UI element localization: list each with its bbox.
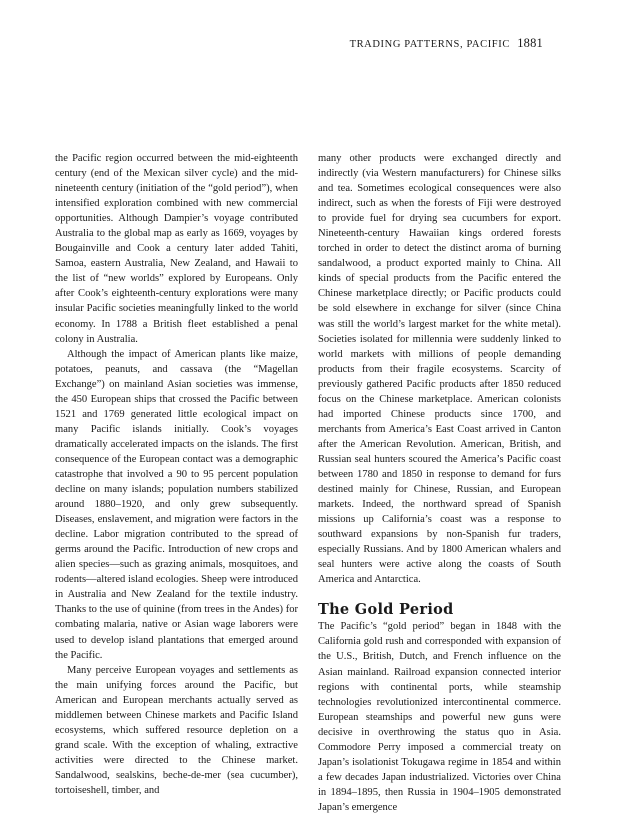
paragraph: Although the impact of American plants like maize, potatoes, peanuts, and cassava (the “Magellan Exchange”) on mainland Asian societies was immense, the 450 European ships that crossed the Pacific between 1521 and 1769 generated little ecological impact on many Pacific islands initially. Cook’s voyages dramatically accelerated impacts on the islands. The first consequence of the European contact was a demographic catastrophe that involved a 90 to 95 percent population decline on many islands; population numbers stabilized around 1880–1920, and only grew subsequently. Diseases, enslavement, and migration were factors in the decline. Labor migration contributed to the spread of germs around the Pacific. Introduction of new crops and alien species—such as grazing animals, mosquitoes, and rodents—altered island ecologies. Sheep were introduced in Australia and New Zealand for the textile industry. Thanks to the use of quinine (from trees in the Andes) for combating malaria, native or Asian wage laborers were used to develop island plantations that emerged around the Pacific. — [55, 348, 298, 661]
right-column — [318, 151, 561, 815]
running-head — [350, 36, 543, 51]
section-heading: The Gold Period — [318, 601, 454, 619]
paragraph: the Pacific region occurred between the mid-eighteenth century (end of the Mexican silver cycle) and the mid-nineteenth century (initiation of the “gold period”), when intensified exploration combined with new commercial opportunities. Although Dampier’s voyage contributed Australia to the global map as early as 1669, voyages by Bougainville and Cook a century later added Tahiti, Samoa, eastern Australia, New Zealand, and Hawaii to the list of “new worlds” explored by Europeans. Only after Cook’s eighteenth-century explorations were many insular Pacific societies meaningfully linked to the world economy. In 1788 a British fleet established a penal colony in Australia. — [55, 153, 298, 345]
running-title: TRADING PATTERNS, PACIFIC — [349, 39, 510, 50]
left-column — [55, 151, 298, 798]
paragraph: many other products were exchanged directly and indirectly (via Western manufacturers) for Chinese silks and tea. Sometimes ecological consequences were also indirect, such as when the forests of Fiji were destroyed to provide fuel for drying sea cucumbers for export. Nineteenth-century Hawaiian kings ordered forests torched in order to detect the distinct aroma of burning sandalwood, a product exported mainly to China. All kinds of special products from the Pacific entered the Chinese marketplace directly; or Pacific products could be sold elsewhere in exchange for silver (since China was still the world’s largest market for the white metal). Societies isolated for millennia were suddenly linked to world markets with millions of people demanding products from their fragile ecosystems. Scarcity of previously gathered Pacific products after 1850 reduced focus on the Chinese marketplace. American colonists had imported Chinese products since 1700, and merchants from America’s East Coast arrived in Canton after the American Revolution. American, British, and Russian seal hunters scoured the America’s Pacific coast between 1780 and 1850 in response to demand for furs destined mainly for Chinese, Russian, and European markets. Indeed, the northward spread of Spanish missions up California’s coast was a response to southward expansions by non-Spanish fur traders, especially Russians. And by 1800 American whalers and seal hunters were active along the coasts of South America and Antarctica. — [318, 153, 561, 586]
paragraph: Many perceive European voyages and settlements as the main unifying forces around the Pacific, but American and European merchants actually served as middlemen between Chinese markets and Pacific Island ecosystems, which suffered resource depletion on a grand scale. With the exception of whaling, extractive activities were directed to the Chinese market. Sandalwood, sealskins, beche-de-mer (sea cucumber), tortoiseshell, timber, and — [55, 664, 298, 796]
paragraph: The Pacific’s “gold period” began in 1848 with the California gold rush and corresponded with expansion of the U.S., British, Dutch, and French influence on the Asian mainland. Railroad expansion connected interior regions with continental ports, while steamship technologies revolutionized intercontinental commerce. European steamships and powerful new guns were decisive in overthrowing the status quo in Asia. Commodore Perry imposed a commercial treaty on Japan’s isolationist Tokugawa regime in 1854 and within a few decades Japan industrialized. Victories over China in 1894–1895, then Russia in 1904–1905 demonstrated Japan’s emergence — [318, 621, 561, 813]
page-number: 1881 — [517, 36, 543, 50]
